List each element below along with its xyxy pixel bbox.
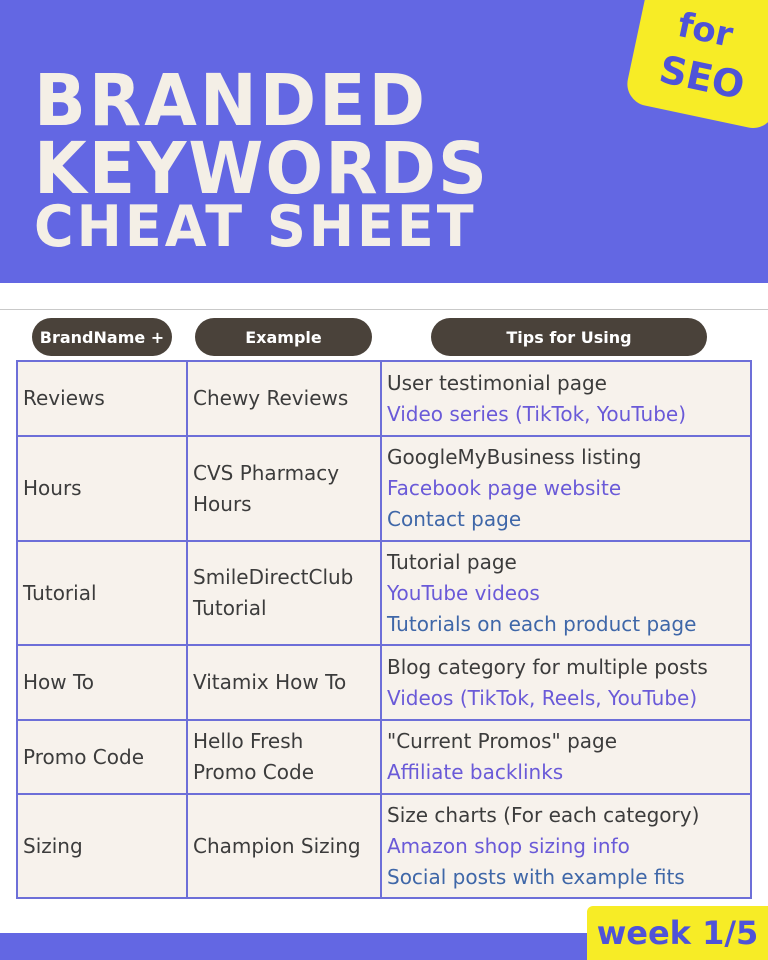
keyword-cell: Promo Code — [17, 720, 187, 794]
tips-cell — [381, 361, 751, 436]
tips-cell — [381, 720, 751, 794]
column-header-tips: Tips for Using — [431, 318, 707, 356]
example-line: SmileDirectClub — [193, 565, 354, 589]
tips-cell — [381, 541, 751, 645]
example-cell — [187, 541, 381, 645]
table-row — [17, 720, 751, 794]
example-line: Champion Sizing — [193, 833, 361, 858]
tip-line: Size charts (For each category) — [387, 802, 700, 827]
keyword-cell: Hours — [17, 436, 187, 541]
tip-line: Affiliate backlinks — [387, 760, 564, 784]
example-cell — [187, 645, 381, 720]
keyword-cell: Reviews — [17, 361, 187, 436]
example-line: Hello Fresh — [193, 729, 304, 753]
tip-line: Videos (TikTok, Reels, YouTube) — [387, 685, 698, 710]
tip-line: User testimonial page — [387, 370, 607, 395]
example-cell — [187, 361, 381, 436]
seo-badge-line-2: SEO — [655, 47, 749, 108]
example-line: Hours — [193, 491, 252, 516]
tip-line: GoogleMyBusiness listing — [387, 445, 642, 469]
example-line: Promo Code — [193, 760, 315, 784]
column-header-example: Example — [195, 318, 372, 356]
tip-line: Tutorial page — [387, 549, 517, 574]
tip-line: YouTube videos — [387, 580, 540, 605]
title-line-3: CHEAT SHEET — [34, 193, 477, 260]
example-cell — [187, 436, 381, 541]
tip-line: Amazon shop sizing info — [387, 833, 630, 858]
table-row — [17, 361, 751, 436]
table-row — [17, 645, 751, 720]
tip-line: Facebook page website — [387, 476, 622, 500]
tips-cell — [381, 794, 751, 898]
tip-line: Contact page — [387, 507, 522, 531]
example-cell — [187, 720, 381, 794]
keywords-table — [16, 360, 752, 899]
tip-line: Social posts with example fits — [387, 864, 685, 889]
tip-line: Video series (TikTok, YouTube) — [387, 401, 687, 426]
example-cell — [187, 794, 381, 898]
tips-cell — [381, 645, 751, 720]
example-line: Vitamix How To — [193, 670, 347, 694]
title-line-2: KEYWORDS — [34, 127, 489, 211]
tip-line: Tutorials on each product page — [387, 611, 697, 636]
tips-cell — [381, 436, 751, 541]
column-header-brandname: BrandName + — [32, 318, 172, 356]
keyword-cell: Tutorial — [17, 541, 187, 645]
example-line: CVS Pharmacy — [193, 460, 340, 485]
table-row — [17, 541, 751, 645]
tip-line: Blog category for multiple posts — [387, 654, 708, 679]
keyword-cell: How To — [17, 645, 187, 720]
keyword-cell: Sizing — [17, 794, 187, 898]
week-badge: week 1/5 — [587, 906, 768, 960]
seo-badge-line-1: for — [674, 5, 737, 56]
example-line: Tutorial — [193, 596, 267, 620]
divider — [0, 309, 768, 310]
example-line: Chewy Reviews — [193, 386, 349, 410]
table-row — [17, 794, 751, 898]
title-line-1: BRANDED — [34, 59, 429, 143]
table-row — [17, 436, 751, 541]
tip-line: "Current Promos" page — [387, 729, 618, 753]
